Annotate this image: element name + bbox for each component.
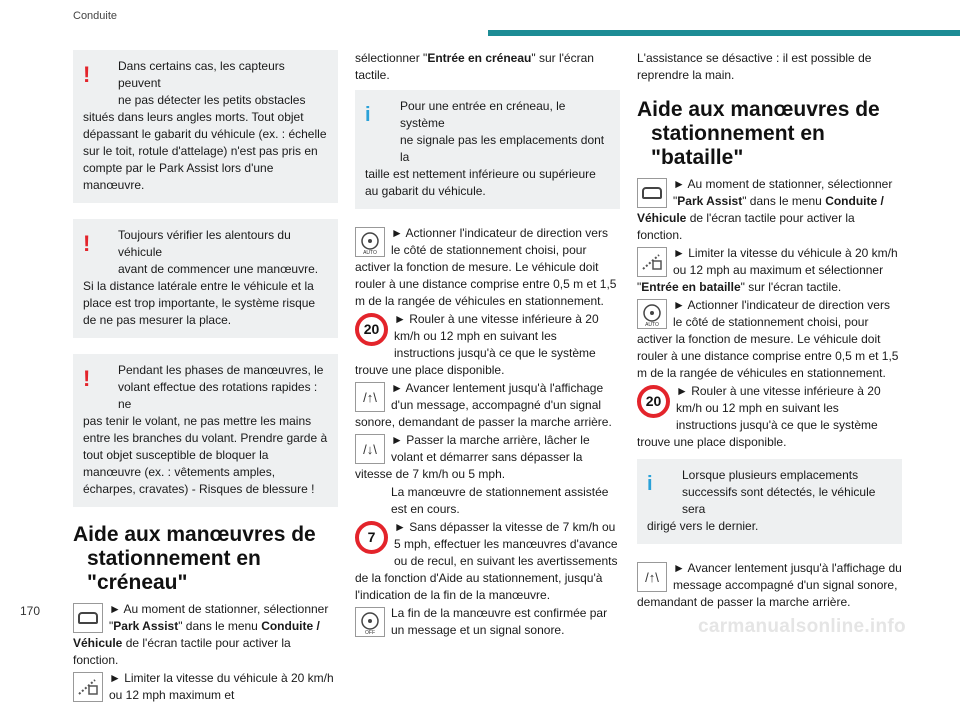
instruction-step: 20 ► Rouler à une vitesse inférieure à 20 km/h ou 12 mph en suivant les instructions jusqu'à ce que le système trouve une place disponible. [355,312,599,377]
warning-text: pas tenir le volant, ne pas mettre les mains entre les branches du volant. Prendre garde à tout objet susceptible de bloquer la manœuvre (ex. : vêtements amples, écharpes, cravates) - Risques de blessure ! [83,414,328,496]
instruction-step: /↑\ ► Avancer lentement jusqu'à l'affichage du message accompagné d'un signal sonore, demandant de passer la marche arrière. [637,561,902,609]
warning-icon: ! [83,231,91,256]
svg-text:AUTO: AUTO [645,322,659,327]
instruction-step: AUTO ► Actionner l'indicateur de direction vers le côté de stationnement choisi, pour activer la fonction de mesure. Le véhicule doit rouler à une distance comprise entre 0,5 m et 1,5 m de la rangée de véhicules en stationnement. [637,298,899,380]
info-text-line: ne signale pas les emplacements dont la [400,133,605,164]
car-icon [637,178,667,208]
instruction-step: OFF La fin de la manœuvre est confirmée par un message et un signal sonore. [355,605,620,639]
instruction-step: ► Limiter la vitesse du véhicule à 20 km/h ou 12 mph maximum et [73,670,338,704]
heading-line: Aide aux manœuvres de [637,98,880,121]
speed-limit-20-icon: 20 [637,385,670,418]
warning-box [73,219,338,338]
warning-icon: ! [83,62,91,87]
speed-limit-20-icon: 20 [355,313,388,346]
svg-text:OFF: OFF [365,630,375,635]
section-heading [637,98,902,170]
heading-line: Aide aux manœuvres de [73,523,316,546]
instruction-step: ► Au moment de stationner, sélectionner "Park Assist" dans le menu Conduite / Véhicule de l'écran tactile pour activer la fonction. [73,602,329,667]
info-text: taille est nettement inférieure ou supérieure au gabarit du véhicule. [365,167,596,198]
paragraph: La manœuvre de stationnement assistée est en cours. [391,485,609,516]
warning-icon: ! [83,366,91,391]
steering-wheel-auto-icon [637,299,667,329]
watermark: carmanualsonline.info [698,616,906,637]
warning-text: Si la distance latérale entre le véhicule et la place est trop importante, le système risque de ne pas mesurer la place. [83,279,316,327]
speed-limit-7-icon: 7 [355,521,388,554]
page-number: 170 [20,604,41,618]
steering-wheel-auto-icon [355,227,385,257]
info-icon: i [365,104,371,126]
column-middle [355,50,620,640]
warning-text-line: Dans certains cas, les capteurs peuvent [118,59,285,90]
info-text: dirigé vers le dernier. [647,519,759,533]
info-text-line: Lorsque plusieurs emplacements [682,468,859,482]
steering-wheel-off-icon [355,607,385,637]
car-icon [73,603,103,633]
section-title: Conduite [73,10,118,22]
reverse-arrow-icon: /↓\ [355,434,385,464]
column-right [637,50,902,612]
forward-arrow-icon: /↑\ [637,562,667,592]
svg-text:AUTO: AUTO [363,250,377,255]
instruction-step: 7 ► Sans dépasser la vitesse de 7 km/h ou 5 mph, effectuer les manœuvres d'avance ou de recul, en suivant les avertissements de la fonction d'Aide au stationnement, jusqu'à l'indication de la fin de la manœuvre. [355,520,618,602]
parking-assist-icon [73,672,103,702]
paragraph: sélectionner "Entrée en créneau" sur l'écran tactile. [355,51,594,82]
info-box [355,90,620,209]
info-icon: i [647,473,653,495]
warning-text-line: avant de commencer une manœuvre. [118,262,319,276]
warning-text-line: ne pas détecter les petits obstacles [118,93,306,107]
instruction-step: /↑\ ► Avancer lentement jusqu'à l'affichage d'un message, accompagné d'un signal sonore, demandant de passer la marche arrière. [355,381,612,429]
section-heading [73,523,338,595]
heading-line: stationnement en "bataille" [651,122,825,169]
instruction-step: ► Limiter la vitesse du véhicule à 20 km/h ou 12 mph au maximum et sélectionner "Entrée en bataille" sur l'écran tactile. [637,246,898,294]
instruction-step: 20 ► Rouler à une vitesse inférieure à 20 km/h ou 12 mph en suivant les instructions jusqu'à ce que le système trouve une place disponible. [637,384,881,449]
info-box [637,459,902,544]
forward-arrow-icon: /↑\ [355,382,385,412]
paragraph: L'assistance se désactive : il est possible de reprendre la main. [637,51,872,82]
warning-text-line: Pendant les phases de manœuvres, le [118,363,324,377]
column-left [73,50,338,705]
info-text-line: successifs sont détectés, le véhicule sera [682,485,876,516]
warning-text: situés dans leurs angles morts. Tout objet dépassant le gabarit du véhicule (ex. : échelle sur le toit, rotule d'attelage) n'est pas pris en compte par le Park Assist lors d'une manœuvre. [83,110,327,192]
instruction-step: /↓\ ► Passer la marche arrière, lâcher le volant et démarrer sans dépasser la vitesse de 7 km/h ou 5 mph. [355,433,590,481]
warning-box [73,50,338,203]
warning-text-line: volant effectue des rotations rapides : ne [118,380,318,411]
instruction-step: ► Au moment de stationner, sélectionner "Park Assist" dans le menu Conduite / Véhicule de l'écran tactile pour activer la fonction. [637,177,893,242]
instruction-step: AUTO ► Actionner l'indicateur de direction vers le côté de stationnement choisi, pour activer la fonction de mesure. Le véhicule doit rouler à une distance comprise entre 0,5 m et 1,5 m de la rangée de véhicules en stationnement. [355,226,617,308]
parking-assist-icon [637,247,667,277]
warning-text-line: Toujours vérifier les alentours du véhicule [118,228,291,259]
warning-box [73,354,338,507]
info-text-line: Pour une entrée en créneau, le système [400,99,566,130]
header-accent-bar [488,30,960,36]
heading-line: stationnement en "créneau" [87,547,261,594]
